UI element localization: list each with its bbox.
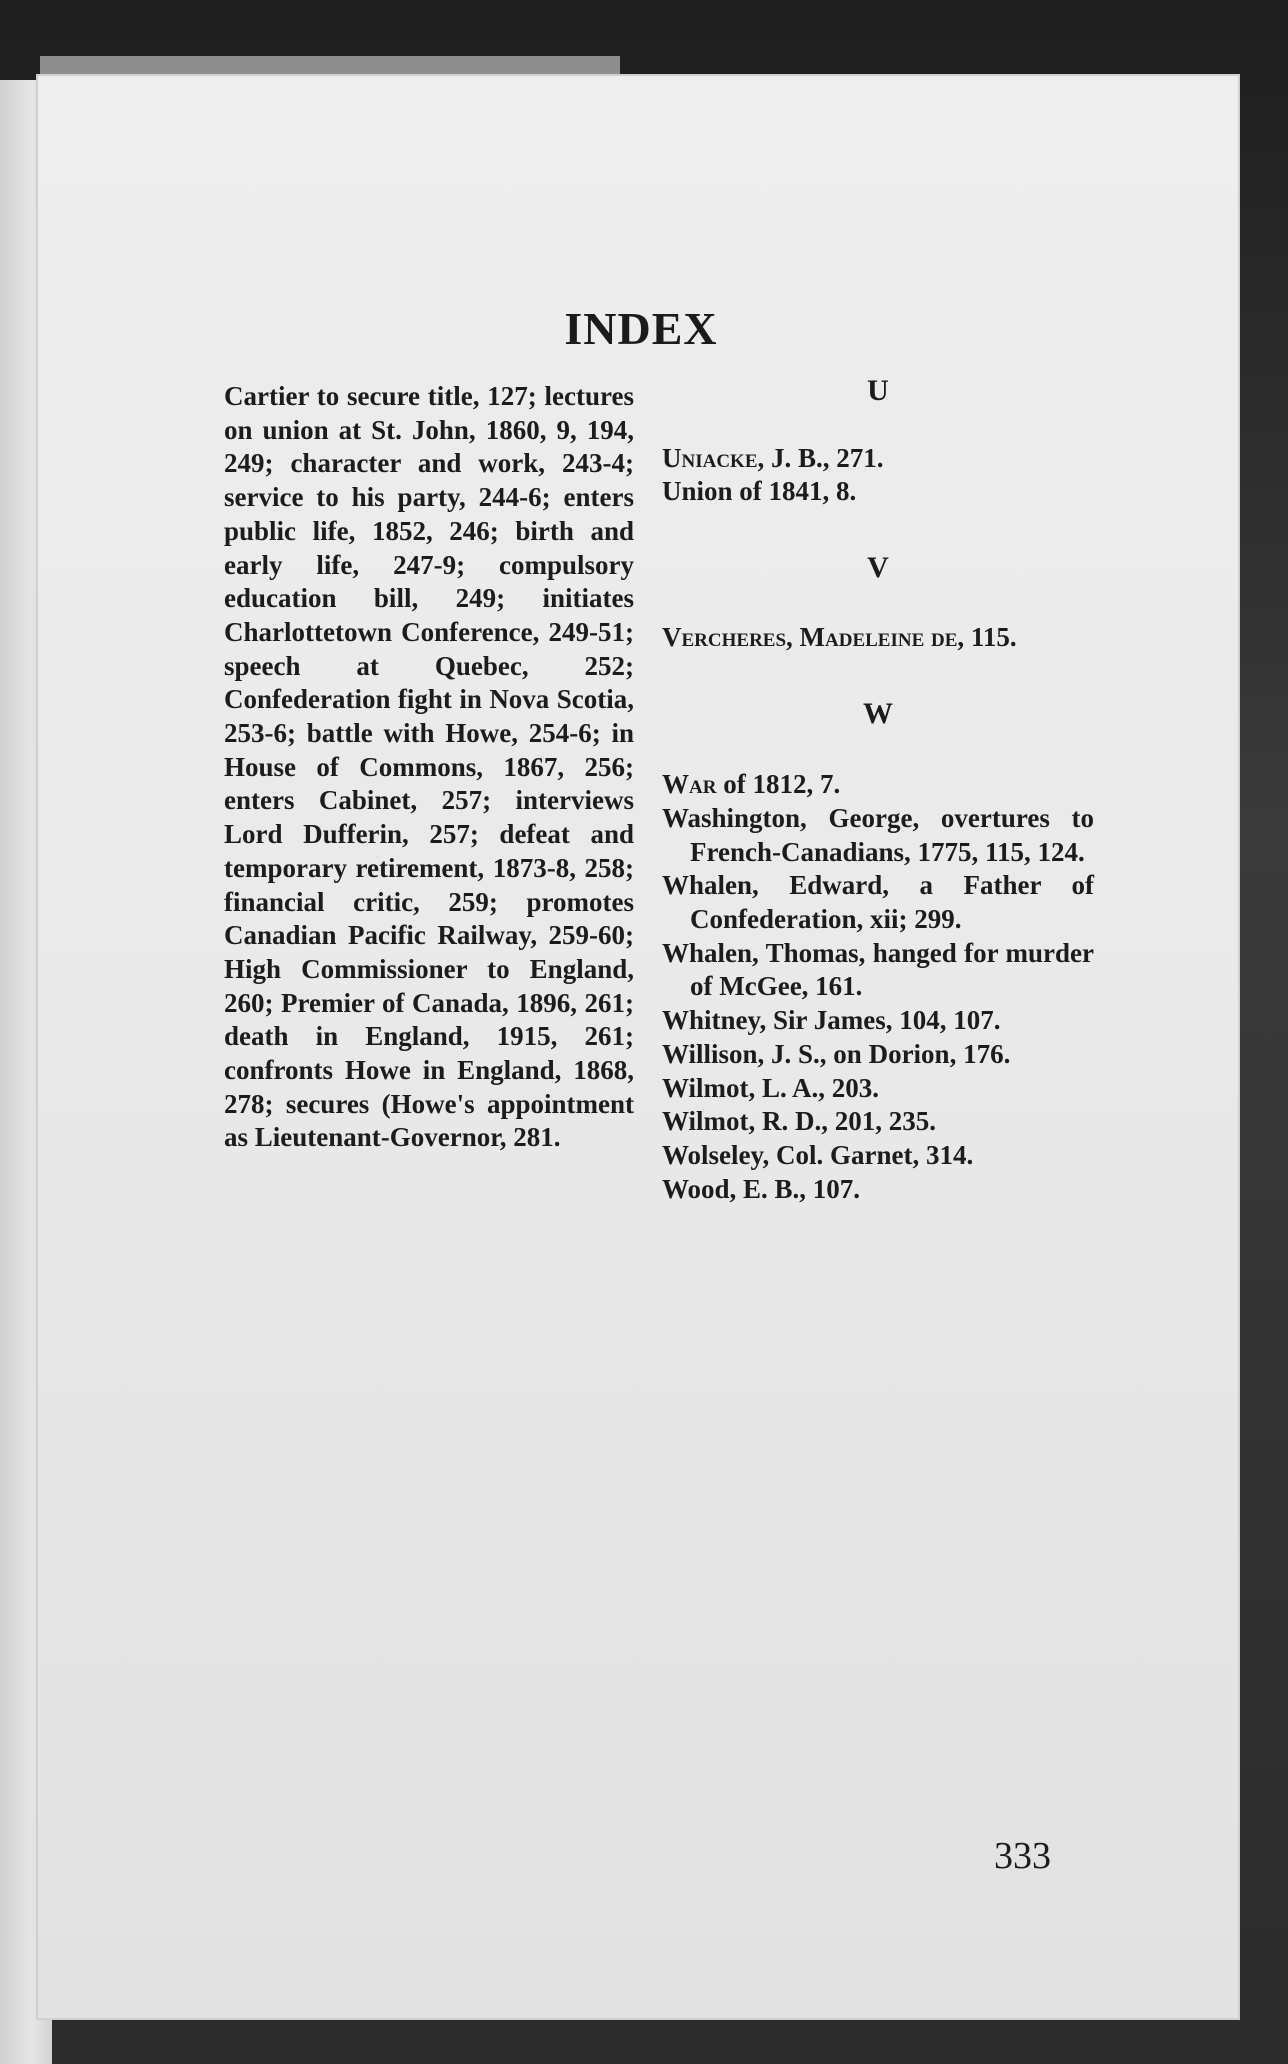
index-entry: Vercheres, Madeleine de, 115. (662, 621, 1017, 652)
index-entry: War of 1812, 7. (662, 769, 841, 800)
index-entry: Whitney, Sir James, 104, 107. (662, 1005, 1001, 1036)
index-entry: Washington, George, overtures to French-Canadians, 1775, 115, 124. (662, 802, 1094, 867)
section-letter-v: V (867, 551, 889, 585)
book-page (36, 74, 1240, 2020)
index-entry: Whalen, Thomas, hanged for murder of McGee, 161. (662, 937, 1094, 1002)
page-title: INDEX (564, 303, 718, 354)
index-entry: Wolseley, Col. Garnet, 314. (662, 1139, 974, 1170)
index-entry: Union of 1841, 8. (662, 476, 857, 507)
right-index-column (662, 374, 1094, 1206)
section-letter-u: U (867, 374, 889, 407)
index-entry: Whalen, Edward, a Father of Confederation, xii; 299. (662, 870, 1094, 935)
index-continuation-text: Cartier to secure title, 127; lectures on union at St. John, 1860, 9, 194, 249; character and work, 243-4; service to his party, 244-6; enters public life, 1852, 246; birth and early life, 247-9; compulsory education bill, 249; initiates Charlottetown Conference, 249-51; speech at Quebec, 252; Confederation fight in Nova Scotia, 253-6; battle with Howe, 254-6; in House of Commons, 1867, 256; enters Cabinet, 257; interviews Lord Dufferin, 257; defeat and temporary retirement, 1873-8, 258; financial critic, 259; promotes Canadian Pacific Railway, 259-60; High Commissioner to England, 260; Premier of Canada, 1896, 261; death in England, 1915, 261; confronts Howe in England, 1868, 278; secures (Howe's appointment as Lieutenant-Governor, 281. (224, 381, 634, 1153)
index-entry: Willison, J. S., on Dorion, 176. (662, 1038, 1011, 1069)
index-entry: Wood, E. B., 107. (662, 1173, 861, 1204)
index-entry: Wilmot, R. D., 201, 235. (662, 1106, 936, 1137)
left-index-column (224, 380, 634, 1155)
index-entry: Uniacke, J. B., 271. (662, 442, 884, 473)
page-number: 333 (994, 1835, 1051, 1877)
section-letter-w: W (863, 696, 893, 730)
index-entry: Wilmot, L. A., 203. (662, 1072, 880, 1103)
